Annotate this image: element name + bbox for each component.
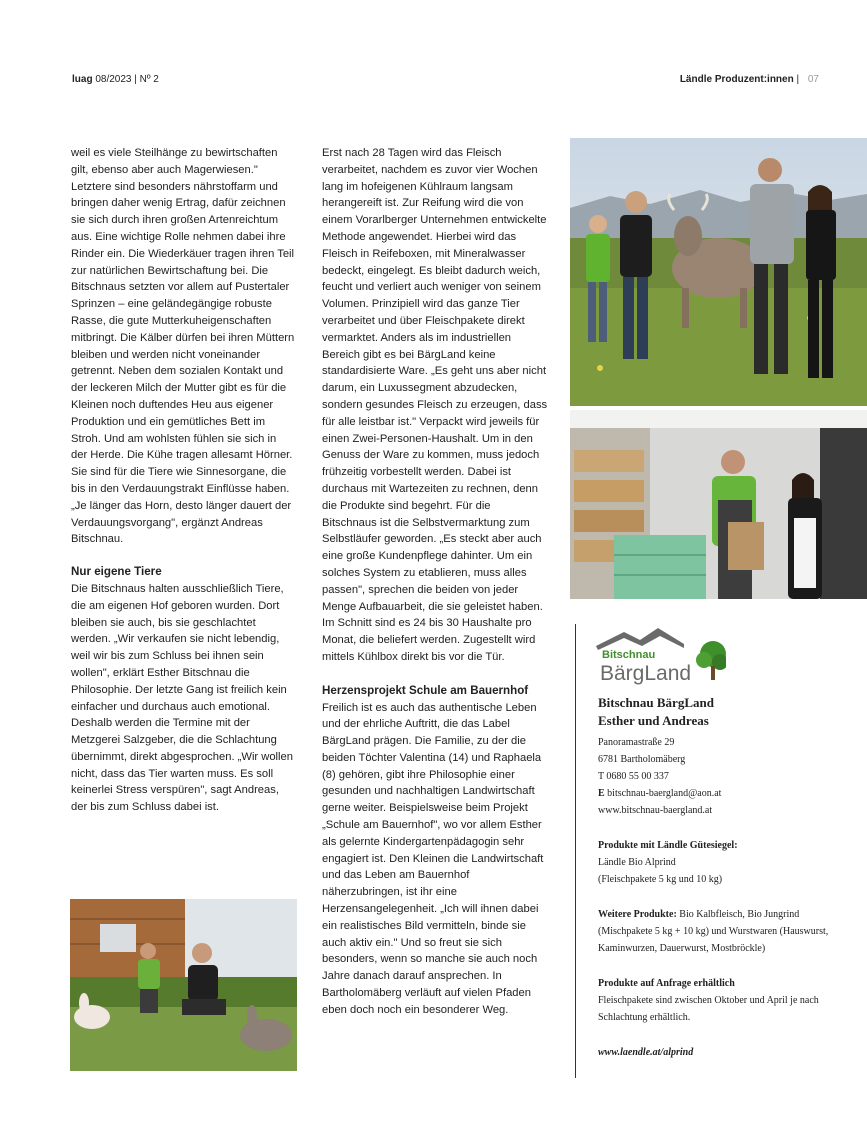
contact-info-box	[575, 624, 848, 1078]
logo-big-text: BärgLand	[600, 662, 692, 685]
article-column-2	[322, 145, 548, 1019]
article-paragraph: Die Bitschnaus halten ausschließlich Tiere, die am eigenen Hof geboren wurden. Dort bleiben sie auch, bis sie geschlachtet werden. „Wir verkaufen sie nicht lebendig, weil wir bis zum Schluss bei ihnen sein wollen", erklärt Esther Bitschnau die Philosophie. Der letzte Gang ist freilich kein einfacher und durchaus auch emotional. Deshalb werden die Termine mit der Metzgerei Salzgeber, die die Schlachtung übernimmt, direkt abgesprochen. „Wir wollen nicht, dass das Tier warten muss. Es soll keinerlei Stress verspüren", sagt Andreas, der bis zum Schluss dabei ist.	[71, 582, 293, 814]
product-link[interactable]: www.laendle.at/alprind	[598, 1047, 694, 1058]
header-separator: |	[796, 74, 800, 85]
section-title: Ländle Produzent:innen	[679, 74, 794, 85]
email-label: E	[598, 788, 605, 799]
owner-names: Esther und Andreas	[598, 713, 709, 728]
section-heading: Nur eigene Tiere	[71, 565, 162, 579]
email-address[interactable]: bitschnau-baergland@aon.at	[607, 788, 722, 799]
phone-number: T 0680 55 00 337	[598, 771, 669, 782]
product-detail: (Fleischpakete 5 kg und 10 kg)	[598, 874, 723, 885]
address-city: 6781 Bartholomäberg	[598, 754, 686, 765]
family-cow-photo	[570, 138, 867, 406]
farm-name: Bitschnau BärgLand	[598, 695, 714, 710]
baergland-logo	[594, 626, 726, 690]
more-products-text: Bio Kalbfleisch, Bio Jungrind (Mischpakete 5 kg + 10 kg) und Wurstwaren (Hauswurst, Kaminwurzen, Dauerwurst, Mostbröckle)	[598, 909, 829, 954]
website-link[interactable]: www.bitschnau-baergland.at	[598, 805, 713, 816]
section-heading: Herzensprojekt Schule am Bauernhof	[322, 683, 529, 697]
request-text: Fleischpakete sind zwischen Oktober und April je nach Schlachtung erhältlich.	[598, 995, 819, 1023]
issue-number: 08/2023 | Nº 2	[95, 74, 159, 85]
page-number: 07	[807, 74, 819, 85]
email-line	[598, 785, 843, 802]
article-paragraph: Freilich ist es auch das authentische Leben und der ehrliche Auftritt, die das Label BärgLand prägen. Die Familie, zu der die beiden Töchter Valentina (14) und Raphaela (8) gehören, gibt ihre Philosophie einer gesunden und nachhaltigen Landwirtschaft gerne weiter. Beispielsweise beim Projekt „Schule am Bauernhof", wo vor allem Esther als gelernte Kindergartenpädagogin sehr engagiert ist. Den Kleinen die Landwirtschaft und das Leben am Bauernhof näherzubringen, ist ihr eine Herzensangelegenheit. „Ich will ihnen dabei ein realistisches Bild vermitteln, binde sie auch aktiv ein." Und so freut sie sich besonders, wenn so manche sie auch noch Jahre danach darauf ansprechen. In Bartholomäberg verläuft auf vielen Pfaden eben doch noch ein besonderer Weg.	[322, 701, 544, 1016]
product-item: Ländle Bio Alprind	[598, 857, 676, 868]
logo-small-text: Bitschnau	[602, 649, 656, 661]
farm-shop-photo	[570, 410, 867, 599]
article-paragraph: Erst nach 28 Tagen wird das Fleisch verarbeitet, nachdem es zuvor vier Wochen lang im hofeigenen Kühlraum langsam herangereift ist. Zur Reifung wird die von einem Vorarlberger Unternehmen entwickelte Methode angewendet. Hierbei wird das Fleisch in Reifeboxen, mit Mineralwasser bedeckt, eingelegt. Es bleibt dadurch weich, feucht und verliert auch weniger von seinem Volumen. Prinzipiell wird das ganze Tier verarbeitet und über Fleischpakete direkt vermarktet. Anders als im industriellen Bereich gibt es bei BärgLand keine standardisierte Ware. „Es geht uns aber nicht darum, ein Luxussegment abzudecken, sondern gesundes Fleisch zu erzeugen, dass für alle leistbar ist." Verpackt wird jeweils für einen Zwei-Personen-Haushalt. Um in den Genuss der Ware zu kommen, muss jedoch frühzeitig vorbestellt werden. Dabei ist durchaus mit Wartezeiten zu rechnen, denn die Produkte sind begehrt. Für die Bitschnaus ist die Selbstvermarktung zum Selbstläufer geworden. „Es steckt aber auch eine große Kundenpflege dahinter. Um ein solches System zu etablieren, muss alles passen", sprechen die beiden von jeder Menge Aufbauarbeit, die sie geleistet haben. Im Schnitt sind es 24 bis 30 Haushalte pro Monat, die beliefert werden. Zugestellt wird mittels Kühlbox direkt bis vor die Tür.	[322, 147, 548, 663]
address-street: Panoramastraße 29	[598, 737, 675, 748]
section-header	[680, 74, 819, 85]
rabbits-photo	[70, 899, 297, 1071]
request-label: Produkte auf Anfrage erhältlich	[598, 978, 735, 989]
article-paragraph: weil es viele Steilhänge zu bewirtschaften gilt, ebenso aber auch Magerwiesen." Letztere sind besonders nährstoffarm und bringen daher wenig Ertrag, dafür zeichnen sie sich durch ihren großen Artenreichtum aus. Eine wichtige Rolle nehmen dabei ihre Rinder ein. Die Wiederkäuer tragen ihren Teil zur natürlichen Bewirtschaftung bei. Die Bitschnaus setzten vor allem auf Pustertaler Sprinzen – eine geländegängige robuste Rasse, die gute Mutterkuheigenschaften mitbringt. Die Kälber dürfen bei ihren Müttern bleiben und werden nicht voneinander getrennt. Neben dem sozialen Kontakt und der leckeren Milch der Mutter gibt es für die Kleinen noch duftendes Heu aus eigener Produktion und ein gemütliches Bett im Stroh. Und am wohlsten fühlen sie sich in der Herde. Die Kühe tragen allesamt Hörner. Sie sind für die Tiere wie Sinnesorgane, die bis in den Verdauungstrakt Einflüsse haben. „Je länger das Horn, desto länger dauert der Verdauungsvorgang", ergänzt Andreas Bitschnau.	[71, 147, 295, 546]
more-products-label: Weitere Produkte:	[598, 909, 677, 920]
products-label: Produkte mit Ländle Gütesiegel:	[598, 840, 738, 851]
more-products	[598, 906, 843, 957]
article-column-1	[71, 145, 295, 816]
magazine-name: luag	[72, 74, 93, 85]
issue-header	[72, 74, 159, 85]
